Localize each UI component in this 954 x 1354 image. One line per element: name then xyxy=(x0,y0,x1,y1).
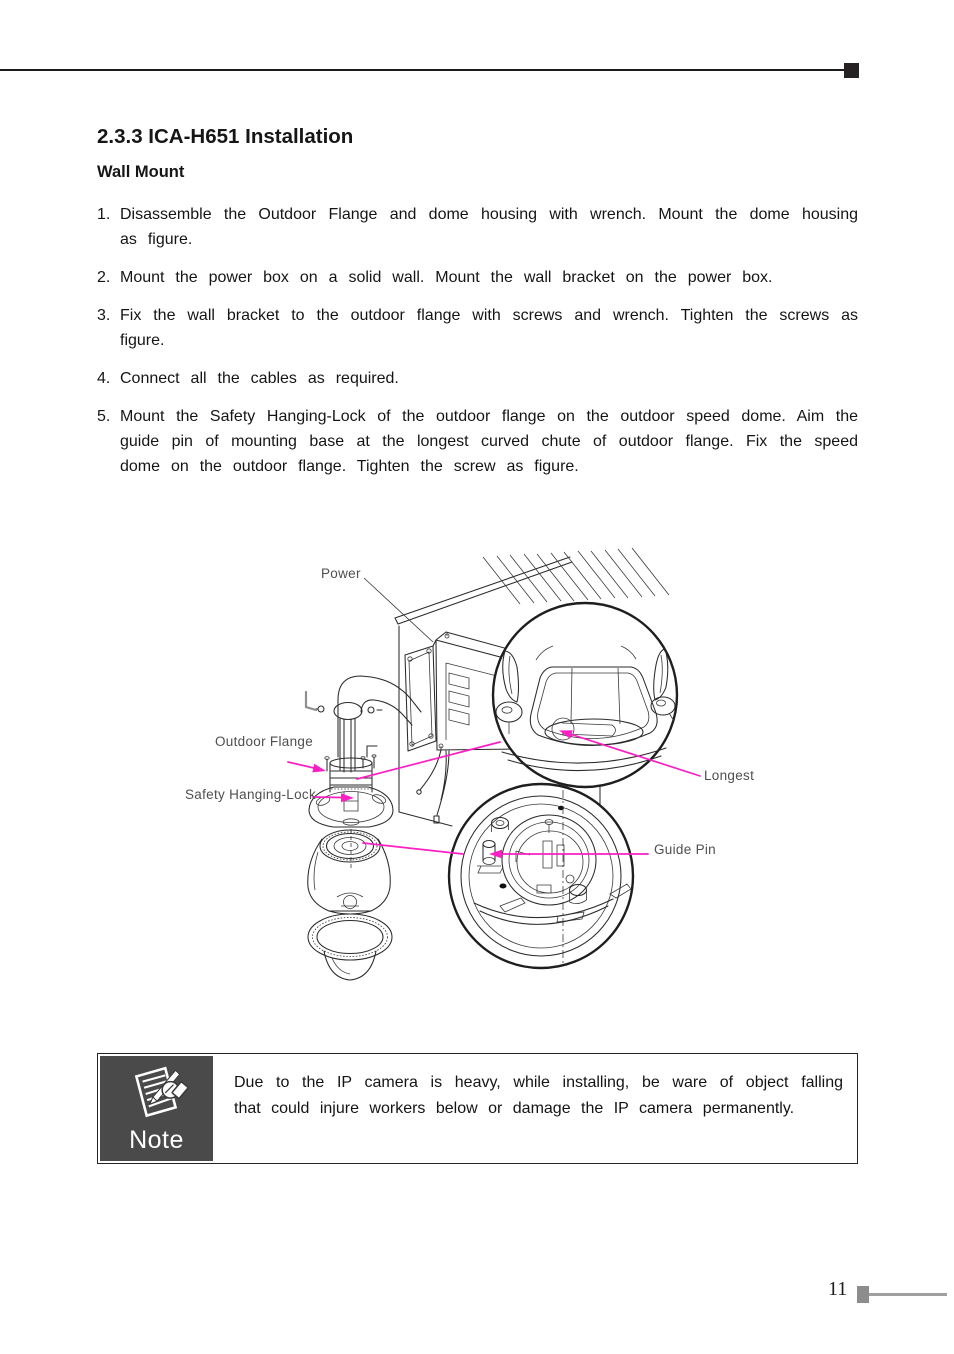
safety-hanging-lock-arrow xyxy=(313,797,341,798)
step-3 xyxy=(97,303,858,354)
note-label: Note xyxy=(129,1126,184,1154)
step-number: 5. xyxy=(97,407,111,425)
header-square xyxy=(844,63,859,78)
flange-to-detail-connector xyxy=(357,742,500,779)
step-number: 3. xyxy=(97,306,111,324)
step-1 xyxy=(97,202,858,253)
power-cables xyxy=(417,750,449,823)
section-title: 2.3.3 ICA-H651 Installation xyxy=(97,125,354,148)
dome-cover-ring xyxy=(308,914,392,980)
outdoor-flange-arrow xyxy=(288,762,314,768)
step-text: Connect all the cables as required. xyxy=(120,369,399,387)
step-text: Fix the wall bracket to the outdoor flange with screws and wrench. Tighten the screws as figure. xyxy=(120,306,858,350)
step-text: Mount the Safety Hanging-Lock of the outdoor flange on the outdoor speed dome. Aim the guide pin of mounting base at the longest curved chute of outdoor flange. Fix the speed dome on the outdoor flange. Tighten the screw as figure. xyxy=(120,407,858,476)
label-power: Power xyxy=(321,566,361,581)
label-guide-pin: Guide Pin xyxy=(654,842,716,857)
note-writing-icon xyxy=(124,1062,190,1128)
step-number: 1. xyxy=(97,206,111,223)
speed-dome-camera xyxy=(308,829,392,980)
footer-rule xyxy=(869,1293,947,1296)
header-rule xyxy=(0,69,845,71)
step-4 xyxy=(97,366,858,391)
page-number: 11 xyxy=(828,1278,848,1300)
note-text: Due to the IP camera is heavy, while installing, be ware of object falling that could injure workers below or damage the IP camera permanently. xyxy=(234,1074,843,1117)
step-text: Mount the power box on a solid wall. Mount the wall bracket on the power box. xyxy=(120,269,773,287)
body-text xyxy=(97,125,858,492)
label-outdoor-flange: Outdoor Flange xyxy=(215,734,314,749)
footer-square xyxy=(857,1286,869,1303)
wall-bracket-arm xyxy=(306,676,421,772)
step-number: 2. xyxy=(97,269,111,287)
label-safety-hanging-lock: Safety Hanging-Lock xyxy=(185,787,317,802)
step-2 xyxy=(97,265,858,290)
step-5 xyxy=(97,404,858,480)
note-box xyxy=(97,1053,858,1164)
label-longest: Longest xyxy=(704,768,755,783)
step-number: 4. xyxy=(97,369,111,387)
installation-figure xyxy=(0,545,954,995)
detail-circle-guide-pin xyxy=(449,784,633,968)
step-text: Disassemble the Outdoor Flange and dome housing with wrench. Mount the dome housing as figure. xyxy=(120,206,858,249)
installation-diagram xyxy=(0,545,954,995)
subsection-title: Wall Mount xyxy=(97,163,185,181)
allen-wrench-icon xyxy=(306,692,316,710)
note-panel xyxy=(100,1056,213,1161)
